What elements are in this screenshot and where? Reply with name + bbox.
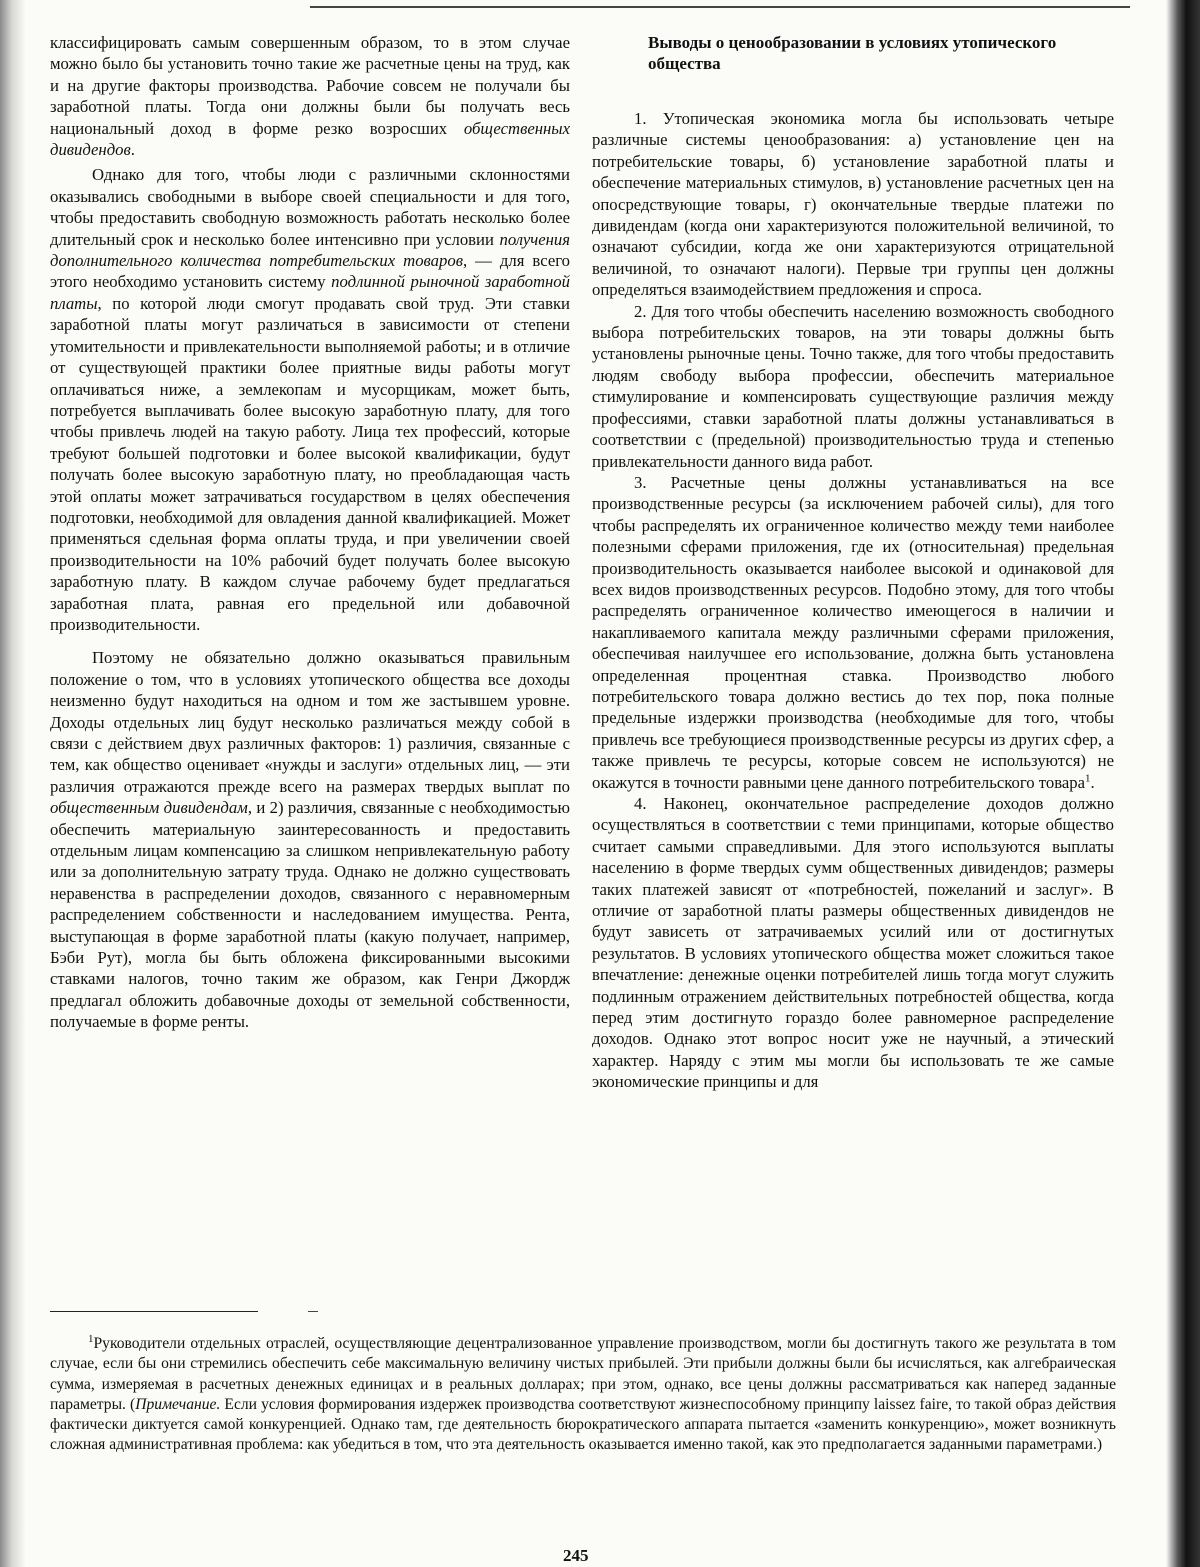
conclusion-item-1: 1. Утопическая экономика могла бы использовать четыре различные системы ценообразования: а) установление цен на потребительские товары, б) установление заработной платы и обеспечение материальных стимулов, в) установление расчетных цен на опосредствующие товары, г) окончательные твердые платежи по дивидендам (когда они характеризуются положительной величиной, то означают субсидии, когда же они характеризуются отрицательной величиной, то означают налоги). Первые три группы цен должны определяться взаимодействием предложения и спроса. xyxy=(592,109,1114,300)
footnote-separator xyxy=(50,1311,258,1312)
paragraph-continued: классифицировать самым совершенным образом, то в этом случае можно было бы установить точно такие же расчетные цены на труд, как и на другие факторы производства. Рабочие совсем не получали бы заработной платы. Тогда они должны были бы получать весь национальный доход в форме резко возросших общественных дивидендов. xyxy=(50,33,570,160)
conclusion-item-2: 2. Для того чтобы обеспечить населению возможность свободного выбора потребительских товаров, на эти товары должны быть установлены рыночные цены. Точно также, для того чтобы предоставить людям свободу выбора профессии, обеспечить материальное стимулирование и компенсировать существующие различия между профессиями, ставки заработной платы должны устанавливаться в соответствии с (предельной) производительностью труда и степенью привлекательности данного вида работ. xyxy=(592,301,1114,471)
right-column xyxy=(592,32,1114,1093)
conclusion-item-3: 3. Расчетные цены должны устанавливаться на все производственные ресурсы (за исключением рабочей силы), для того чтобы распределять их ограниченное количество между теми наиболее полезными сферами приложения, где их (относительная) предельная производительность оказывается наиболее высокой и одинаковой для всех видов производственных ресурсов. Подобно этому, для того чтобы распределять ограниченное количество имеющегося в наличии и накапливаемого капитала между различными сферами приложения, обеспечивая наилучшее его использование, должна быть установлена определенная процентная ставка. Производство любого потребительского товара должно вестись до тех пор, пока полные предельные издержки производства (необходимые для того, чтобы привлечь все требующиеся производственные ресурсы из других сфер, а также привлечь те ресурсы, которые совсем не используются) не окажутся в точности равными цене данного потребительского товара$^1$. xyxy=(592,472,1114,792)
paragraph-market-wages: Однако для того, чтобы люди с различными склонностями оказывались свободными в выборе своей специальности и для того, чтобы предоставить свободную возможность работать несколько более длительный срок и несколько более интенсивно при условии получения дополнительного количества потребительских товаров, — для всего этого необходимо установить систему подлинной рыночной заработной платы, по которой люди смогут продавать свой труд. Эти ставки заработной платы могут различаться в зависимости от степени утомительности и привлекательности выполняемой работы; и в отличие от существующей практики более приятные виды работы могут оплачиваться ниже, а землекопам и мусорщикам, может быть, потребуется выплачивать более высокую заработную плату, для того чтобы привлечь людей на такую работу. Лица тех профессий, которые требуют большей подготовки и более высокой квалификации, будут получать более высокую заработную плату, но преобладающая часть этой оплаты может затрачиваться государством в целях обеспечения подготовки, необходимой для овладения данной квалификацией. Может применяться сдельная форма оплаты труда, и при увеличении своей производительности на 10% рабочий будет получать более высокую заработную плату. В каждом случае рабочему будет предлагаться заработная плата, равная его предельной или добавочной производительности. xyxy=(50,165,570,634)
separator-dash xyxy=(308,1311,318,1312)
footnote-marker: 1 xyxy=(88,1332,94,1345)
scan-top-line xyxy=(310,6,1130,8)
page-number: 245 xyxy=(563,1546,589,1565)
scan-right-binding-shadow xyxy=(1166,0,1200,1567)
left-column xyxy=(50,32,570,1033)
conclusion-item-4: 4. Наконец, окончательное распределение доходов должно осуществляться в соответствии с теми принципами, которые общество считает самыми справедливыми. Для этого используются выплаты населению в форме твердых сумм общественных дивидендов; размеры таких платежей зависят от «потребностей, пожеланий и заслуг». В отличие от заработной платы размеры общественных дивидендов не будут зависеть от затрачиваемых усилий или от достигнутых результатов. В условиях утопического общества может сложиться такое впечатление: денежные оценки потребителей лишь тогда могут служить подлинным отражением действительных потребностей общества, когда перед этим достигнуто гораздо более равномерное распределение доходов. Однако этот вопрос носит уже не научный, а этический характер. Наряду с этим мы могли бы использовать те же самые экономические принципы и для xyxy=(592,794,1114,1092)
paragraph-income-differences: Поэтому не обязательно должно оказываться правильным положение о том, что в условиях утопического общества все доходы неизменно будут находиться на одном и том же застывшем уровне. Доходы отдельных лиц будут несколько различаться между собой в связи с действием двух различных факторов: 1) различия, связанные с тем, как общество оценивает «нужды и заслуги» отдельных лиц, — эти различия отражаются прежде всего на размерах твердых выплат по общественным дивидендам, и 2) различия, связанные с необходимостью обеспечить материальную заинтересованность и предоставить отдельным лицам компенсацию за слишком непривлекательную работу или за дополнительную затрату труда. Однако не должно существовать неравенства в распределении доходов, связанного с неравномерным распределением собственности и наследованием имущества. Рента, выступающая в форме заработной платы (какую получает, например, Бэби Рут), могла бы быть обложена фиксированными высокими ставками налогов, точно таким же образом, как Генри Джордж предлагал обложить добавочные доходы от земельной собственности, получаемые в форме ренты. xyxy=(50,648,570,1032)
footnote: $^1$Руководители отдельных отраслей, осуществляющие децентрализованное управление производством, могли бы достигнуть такого же результата в том случае, если бы они стремились обеспечить себе максимальную величину чистых прибылей. Эти прибыли должны были бы исчисляться, как алгебраическая сумма, измеряемая в расчетных денежных единицах и в реальных долларах; при этом, однако, все цены должны рассматриваться как наперед заданные параметры. (Примечание. Если условия формирования издержек производства соответствуют жизнеспособному принципу laissez faire, то такой образ действия фактически диктуется самой конкуренцией. Однако там, где деятельность бюрократического аппарата пытается «заменить конкуренцию», может возникнуть сложная административная проблема: как убедиться в том, что эта деятельность оказывается именно такой, как это предполагается заданными параметрами.) xyxy=(50,1332,1117,1454)
section-heading: Выводы о ценообразовании в условиях утопического общества xyxy=(648,33,1057,73)
scan-left-shadow xyxy=(0,0,26,1567)
footnote-reference: 1 xyxy=(1085,772,1091,785)
